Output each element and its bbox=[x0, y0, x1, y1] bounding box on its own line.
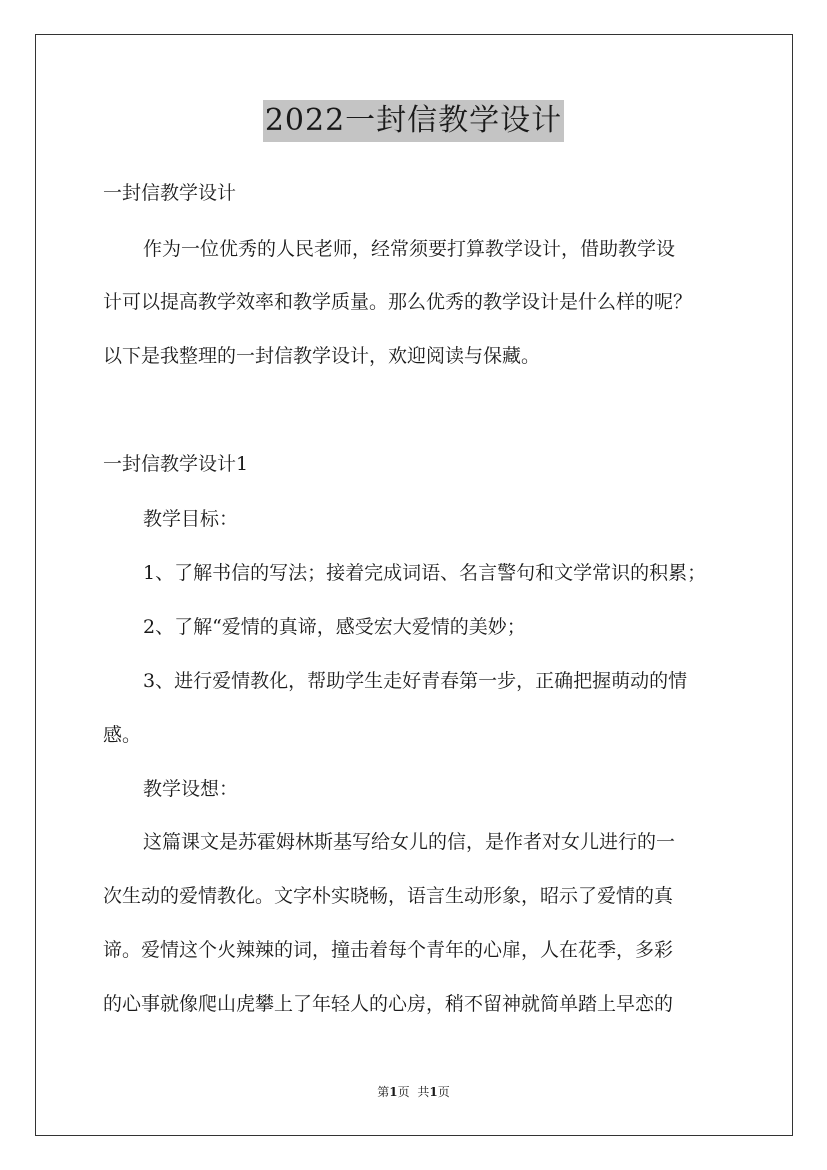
paragraph-line: 这篇课文是苏霍姆林斯基写给女儿的信，是作者对女儿进行的一 bbox=[143, 831, 676, 853]
paragraph-line: 3、进行爱情教化，帮助学生走好青春第一步，正确把握萌动的情 bbox=[143, 670, 688, 692]
total-suffix: 页 bbox=[437, 1085, 450, 1099]
paragraph-line: 的心事就像爬山虎攀上了年轻人的心房，稍不留神就简单踏上早恋的 bbox=[103, 993, 674, 1015]
page-number: 1 bbox=[389, 1085, 398, 1099]
paragraph-line: 谛。爱情这个火辣辣的词，撞击着每个青年的心扉，人在花季，多彩 bbox=[103, 939, 674, 961]
page-prefix: 第 bbox=[377, 1085, 390, 1099]
paragraph-line: 教学设想： bbox=[143, 778, 239, 800]
total-prefix: 共 bbox=[417, 1085, 430, 1099]
paragraph-line: 作为一位优秀的人民老师，经常须要打算教学设计，借助教学设 bbox=[143, 238, 676, 260]
page-footer bbox=[0, 1083, 827, 1100]
paragraph-line: 以下是我整理的一封信教学设计，欢迎阅读与保藏。 bbox=[103, 345, 541, 367]
paragraph-line: 1、了解书信的写法；接着完成词语、名言警句和文学常识的积累； bbox=[143, 562, 707, 584]
total-pages: 1 bbox=[429, 1085, 438, 1099]
subtitle-line: 一封信教学设计 bbox=[103, 182, 237, 204]
page-suffix: 页 bbox=[397, 1085, 410, 1099]
paragraph-line: 教学目标： bbox=[143, 508, 239, 530]
paragraph-line: 感。 bbox=[103, 724, 142, 746]
paragraph-line: 2、了解“爱情的真谛，感受宏大爱情的美妙； bbox=[143, 616, 526, 638]
paragraph-line: 计可以提高教学效率和教学质量。那么优秀的教学设计是什么样的呢？ bbox=[103, 291, 693, 313]
document-title: 2022一封信教学设计 bbox=[263, 100, 564, 142]
paragraph-line: 次生动的爱情教化。文字朴实晓畅，语言生动形象，昭示了爱情的真 bbox=[103, 885, 674, 907]
title-container bbox=[0, 100, 827, 142]
section-heading: 一封信教学设计1 bbox=[103, 453, 249, 475]
